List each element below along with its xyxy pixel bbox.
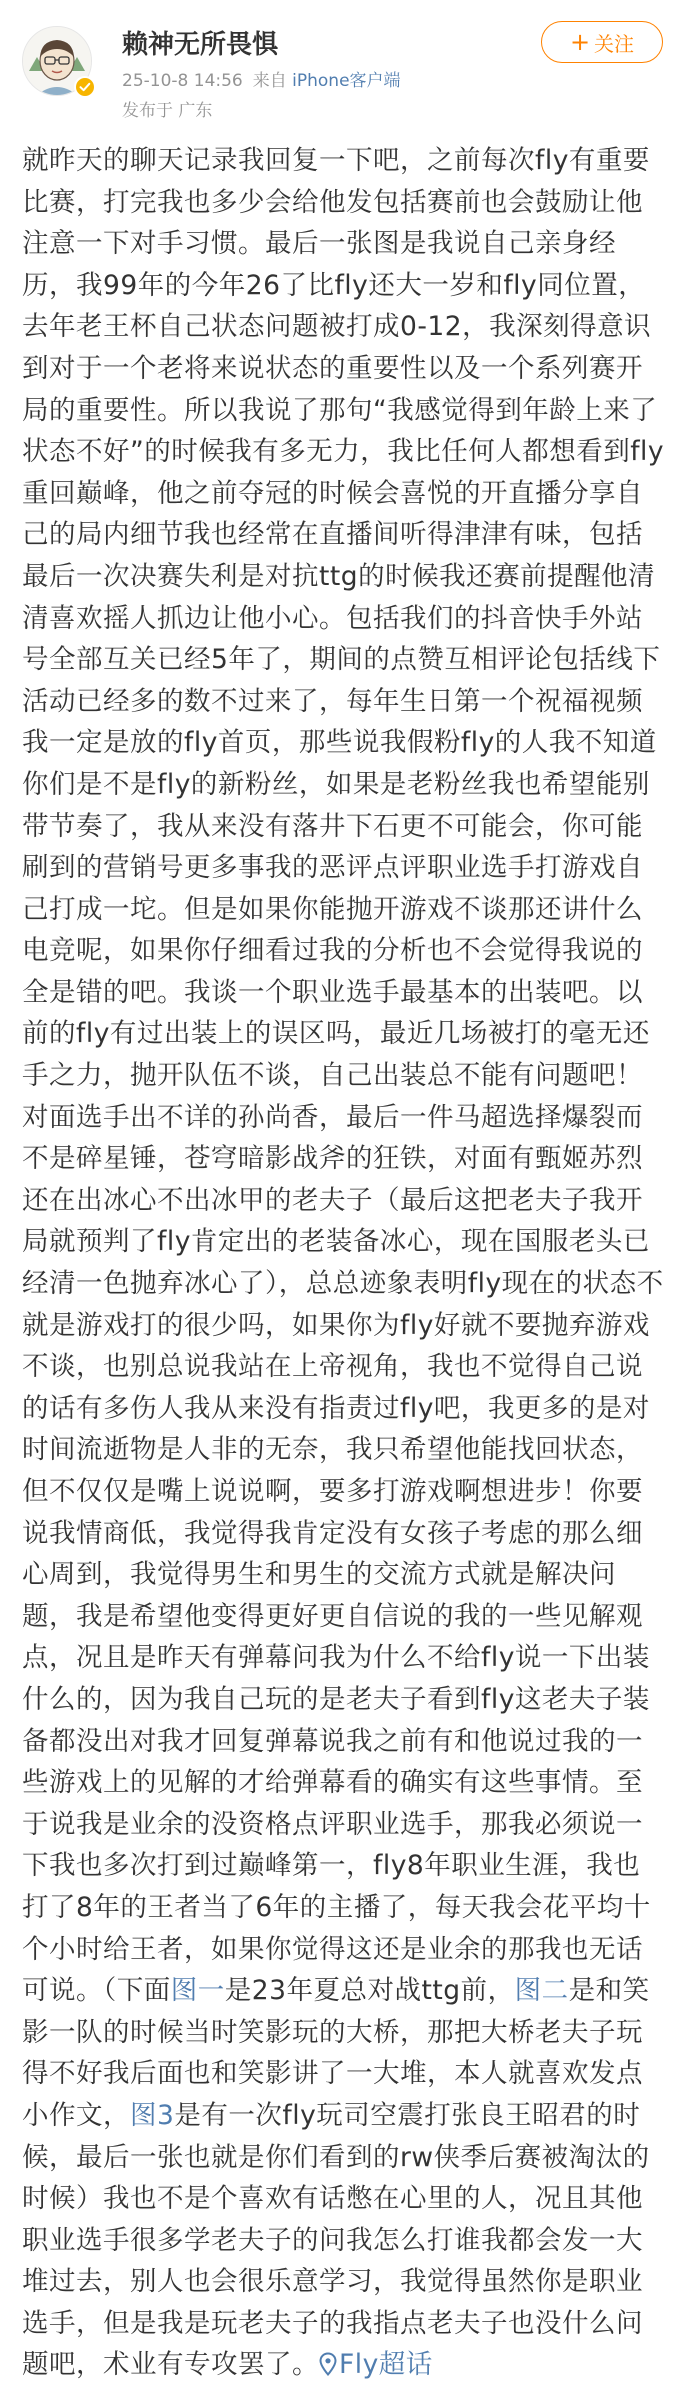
- image-link-3[interactable]: 图3: [130, 2099, 175, 2131]
- source-prefix: 来自: [252, 71, 287, 91]
- post-text-segment: 是有一次fly玩司空震打张良王昭君的时候，最后一张也就是你们看到的rw侠季后赛被淘汰的时候）我也不是个喜欢有话憋在心里的人，况且其他职业选手很多学老夫子的问我怎么打谁我都会发一大堆过去，别人也会很乐意学习，我觉得虽然你是职业选手，但是我是玩老夫子的我指点老夫子也没什么问题吧，术业有专攻罢了。: [22, 2099, 650, 2381]
- image-link-2[interactable]: 图二: [514, 1975, 569, 2007]
- post-meta: [122, 66, 401, 91]
- post-text-segment: 是23年夏总对战ttg前，: [224, 1975, 515, 2007]
- follow-button[interactable]: [541, 21, 663, 63]
- follow-label: 关注: [594, 31, 635, 56]
- post-text-segment: 是和笑影一队的时候当时笑影玩的大桥，那把大桥老夫子玩得不好我后面也和笑影讲了一大堆，本人就喜欢发点小作文，: [22, 1975, 650, 2131]
- plus-icon: +: [569, 28, 591, 56]
- source-link[interactable]: iPhone客户端: [292, 71, 401, 91]
- post-date: 25-10-8 14:56: [122, 71, 243, 91]
- post-text: [22, 140, 666, 2386]
- location-pin-icon: [319, 2352, 337, 2376]
- post-header: [0, 0, 690, 140]
- verified-badge-icon: [74, 76, 96, 98]
- topic-label: Fly超话: [339, 2349, 433, 2381]
- topic-link[interactable]: [319, 2349, 433, 2380]
- post-text-segment: 就昨天的聊天记录我回复一下吧，之前每次fly有重要比赛，打完我也多少会给他发包括赛前也会鼓励让他注意一下对手习惯。最后一张图是我说自己亲身经历，我99年的今年26了比fly还大一岁和fly同位置，去年老王杯自己状态问题被打成0-12，我深刻得意识到对于一个老将来说状态的重要性以及一个系列赛开局的重要性。所以我说了那句“我感觉得到年龄上来了状态不好”的时候我有多无力，我比任何人都想看到fly重回巅峰，他之前夺冠的时候会喜悦的开直播分享自己的局内细节我也经常在直播间听得津津有味，包括最后一次决赛失利是对抗ttg的时候我还赛前提醒他清清喜欢摇人抓边让他小心。包括我们的抖音快手外站号全部互关已经5年了，期间的点赞互相评论包括线下活动已经多的数不过来了，每年生日第一个祝福视频我一定是放的fly首页，那些说我假粉fly的人我不知道你们是不是fly的新粉丝，如果是老粉丝我也希望能别带节奏了，我从来没有落井下石更不可能会，你可能刷到的营销号更多事我的恶评点评职业选手打游戏自己打成一坨。但是如果你能抛开游戏不谈那还讲什么电竞呢，如果你仔细看过我的分析也不会觉得我说的全是错的吧。我谈一个职业选手最基本的出装吧。以前的fly有过出装上的误区吗，最近几场被打的毫无还手之力，抛开队伍不谈，自己出装总不能有问题吧！对面选手出不详的孙尚香，最后一件马超选择爆裂而不是碎星锤，苍穹暗影战斧的狂铁，对面有甄姬苏烈还在出冰心不出冰甲的老夫子（最后这把老夫子我开局就预判了fly肯定出的老装备冰心，现在国服老头已经清一色抛弃冰心了），总总迹象表明fly现在的状态不就是游戏打的很少吗，如果你为fly好就不要抛弃游戏不谈，也别总说我站在上帝视角，我也不觉得自己说的话有多伤人我从来没有指责过fly吧，我更多的是对时间流逝物是人非的无奈，我只希望他能找回状态，但不仅仅是嘴上说说啊，要多打游戏啊想进步！你要说我情商低，我觉得我肯定没有女孩子考虑的那么细心周到，我觉得男生和男生的交流方式就是解决问题，我是希望他变得更好更自信说的我的一些见解观点，况且是昨天有弹幕问我为什么不给fly说一下出装什么的，因为我自己玩的是老夫子看到fly这老夫子装备都没出对我才回复弹幕说我之前有和他说过我的一些游戏上的见解的才给弹幕看的确实有这些事情。至于说我是业余的没资格点评职业选手，那我必须说一下我也多次打到过巅峰第一，fly8年职业生涯，我也打了8年的王者当了6年的主播了，每天我会花平均十个小时给王者，如果你觉得这还是业余的那我也无话可说。（下面: [22, 145, 665, 2007]
- ip-location: 发布于 广东: [122, 101, 213, 121]
- username[interactable]: 赖神无所畏惧: [122, 30, 279, 60]
- image-link-1[interactable]: 图一: [170, 1975, 225, 2007]
